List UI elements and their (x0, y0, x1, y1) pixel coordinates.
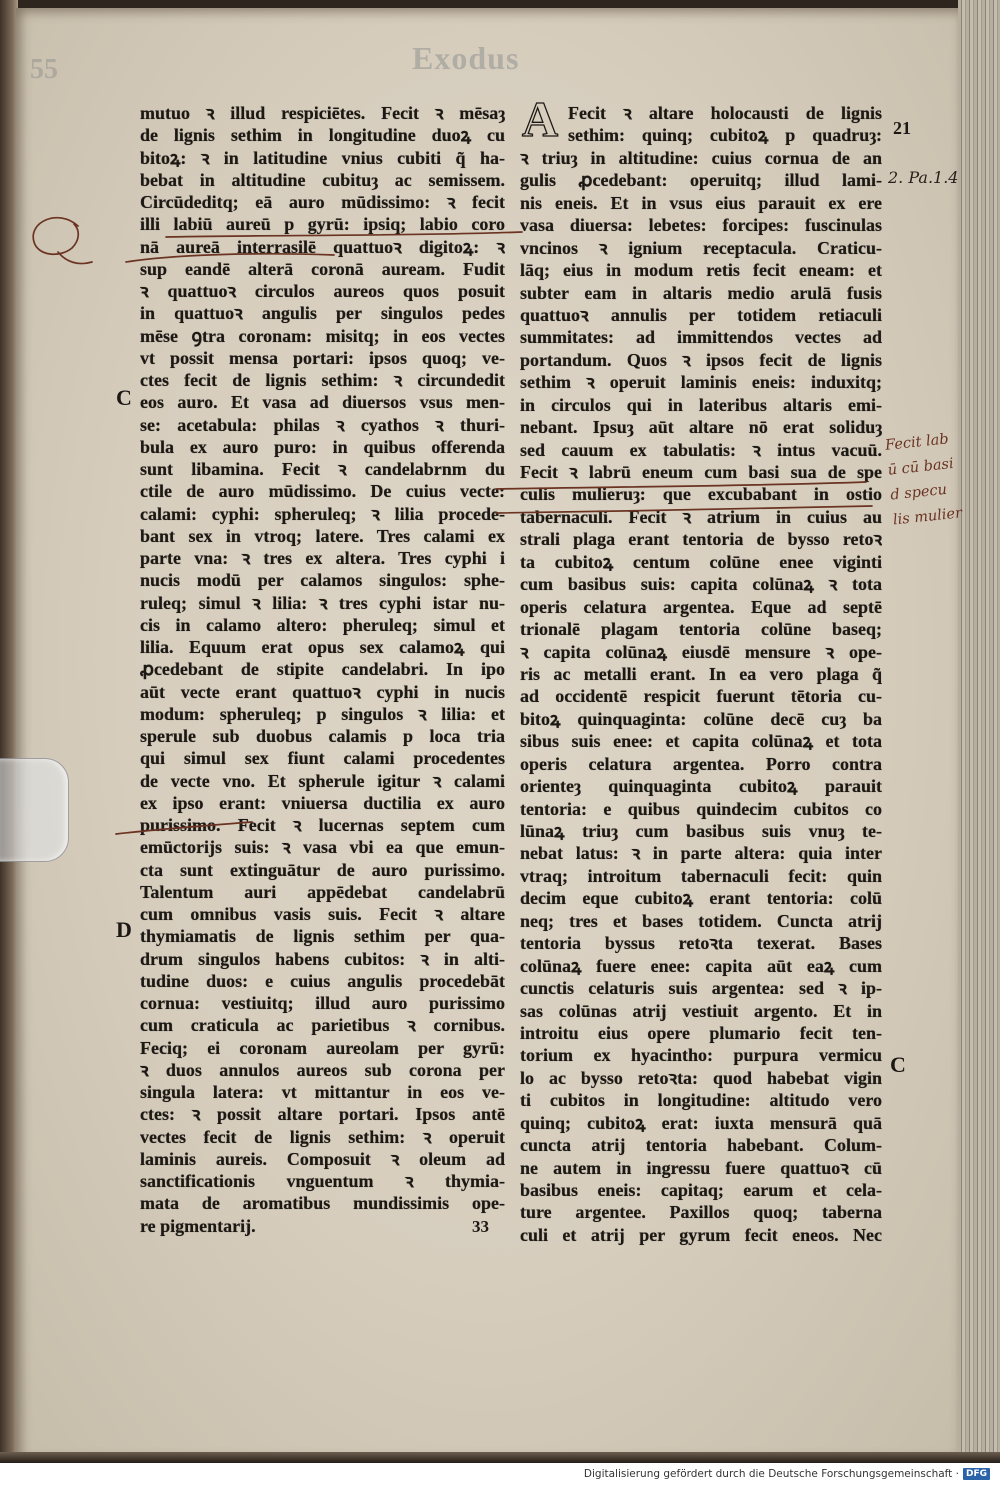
text-line: tudine duos: e cuius angulis procedebāt (140, 970, 505, 991)
dfg-logo: DFG (963, 1468, 990, 1480)
text-line: quinq; cubitoꝝ erat: iuxta mensurā quā (520, 1112, 882, 1133)
text-line: Fecit ꝛ altare holocausti de lignis (568, 103, 882, 123)
text-line: lūnaꝝ triuȝ cum basibus suis vnuȝ te- (520, 821, 882, 841)
text-line: bant sex in vtroq; latere. Tres calami ex (140, 525, 505, 546)
text-line: cta sunt extinguātur de auro purissimo. (140, 859, 505, 880)
text-line: vtraq; introitum tabernaculi fecit: quin (520, 865, 882, 886)
text-line: laminis aureis. Composuit ꝛ oleum ad (140, 1148, 505, 1169)
text-line: emūctorijs suis: ꝛ vasa vbi ea que emun- (140, 837, 505, 858)
text-line: de lignis sethim in longitudine duoꝝ cu (140, 125, 505, 146)
text-line: portandum. Quos ꝛ ipsos fecit de lignis (520, 349, 882, 370)
text-line: ctes: ꝛ possit altare portari. Ipsos antē (140, 1104, 505, 1125)
text-line: Talentum auri appēdebat candelabrū (140, 881, 505, 902)
text-line: mēse ꝯtra coronam: misitq; in eos vectes (140, 325, 505, 346)
text-line: sunt libamina. Fecit ꝛ candelabrnm du (140, 459, 505, 479)
text-line: ris ac metalli erant. In ea vero plaga q̃ (520, 663, 882, 684)
text-line: vectes fecit de lignis sethim: ꝛ operuit (140, 1126, 505, 1147)
text-line: culis mulieruȝ: que excubabant in ostio (520, 484, 882, 505)
note-line: Fecit lab (884, 431, 950, 454)
text-line: de vecte vno. Et spherule igitur ꝛ calami (140, 770, 505, 791)
text-line: thymiamatis de lignis sethim per qua- (140, 926, 505, 947)
text-line: mutuo ꝛ illud respiciētes. Fecit ꝛ mēsaȝ (140, 103, 505, 123)
text-line: ex ipso erant: vniuersa ductilia ex auro (140, 792, 505, 813)
text-line: nebat latus: ꝛ in parte altera: quia inter (520, 843, 882, 864)
margin-letter-c: C (116, 385, 132, 410)
margin-letter-c-right: C (890, 1052, 906, 1077)
note-line: ū cū basi (887, 455, 955, 479)
text-line: drum singulos habens cubitos: ꝛ in alti- (140, 948, 505, 969)
text-line: subter eam in altaris medio arulā fusis (520, 282, 882, 303)
text-line: ruleq; simul ꝛ lilia: ꝛ tres cyphi istar nu- (140, 592, 505, 613)
running-head-showthrough: Exodus (412, 40, 520, 76)
text-line: sas colūnas atrij vestiuit argento. Et in (520, 1000, 882, 1021)
text-line: trionalē plagam tentoria colūne baseq; (520, 619, 882, 640)
text-line: cum basibus suis: capita colūnaꝝ ꝛ tota (520, 574, 882, 595)
text-line: sibus suis enee: et capita colūnaꝝ et tota (520, 731, 882, 752)
text-line: nā aureā interrasilē quattuoꝛ digitoꝝ: ꝛ (140, 236, 505, 257)
text-line: illi labiū aureū p gyrū: ipsiq; labio coro (140, 214, 505, 235)
text-line: cum omnibus vasis suis. Fecit ꝛ altare (140, 904, 505, 924)
text-line: sperule sub duobus calamis p loca tria (140, 726, 505, 746)
text-line: cis in calamo altero: pheruleq; simul et (140, 614, 505, 635)
text-line: lilia. Equum erat opus sex calamoꝝ qui (140, 637, 505, 657)
text-line: vt possit mensa portari: ipsos quoq; ve- (140, 347, 505, 368)
text-line: Circūdeditq; eā auro mūdissimo: ꝛ fecit (140, 192, 505, 212)
text-line: ꝓcedebant de stipite candelabri. In ipo (140, 659, 505, 680)
text-line: decim eque cubitoꝝ erant tentoria: colū (520, 888, 882, 909)
folio-number: 33 (472, 1217, 489, 1236)
text-line: se: acetabula: philas ꝛ cyathos ꝛ thuri- (140, 414, 505, 435)
text-line: ꝛ capita colūnaꝝ eiusdē mensure ꝛ ope- (520, 641, 882, 662)
text-line: nebant. Ipsuȝ aūt altare nō erat soliduȝ (520, 417, 882, 438)
text-line: bula ex auro puro: in quibus offerenda (140, 436, 505, 457)
digitization-footer (0, 1463, 1000, 1485)
text-line: ti cubitos in longitudine: altitudo vero (520, 1090, 882, 1111)
text-line: qui simul sex fiunt calami procedentes (140, 748, 505, 769)
text-line: vncinos ꝛ ignium receptacula. Craticu- (520, 237, 882, 258)
note-line: d specu (889, 481, 948, 504)
margin-reference: 2. Pa.1.4 (888, 168, 959, 187)
text-line: ꝛ quattuoꝛ circulos aureos quos posuit (140, 281, 505, 301)
text-line: cornua: vestiuitq; illud auro purissimo (140, 993, 505, 1013)
text-line: bebat in altitudine cubituȝ ac semissem. (140, 169, 505, 190)
text-line: tentoria byssus retoꝛta texerat. Bases (520, 933, 882, 954)
left-column (140, 102, 505, 1237)
text-line: orienteȝ quinquaginta cubitoꝝ parauit (520, 776, 882, 797)
text-line: ad occidentē respicit fuerunt tētoria cu- (520, 686, 882, 707)
text-line: lo ac bysso retoꝛta: quod habebat vigin (520, 1067, 882, 1088)
text-line: ctile de auro mūdissimo. De cuius vecte: (140, 481, 505, 502)
text-line: bitoꝝ quinquaginta: colūne decē cuȝ ba (520, 708, 882, 729)
text-line: tabernaculi. Fecit ꝛ atrium in cuius au (520, 506, 882, 527)
right-column (520, 91, 882, 1246)
decorated-initial: A (522, 91, 559, 147)
text-line: ture argentee. Paxillos quoq; taberna (520, 1202, 882, 1223)
text-line: tentoria: e quibus quindecim cubitos co (520, 798, 882, 819)
text-line: purissimo. Fecit ꝛ lucernas septem cum (140, 815, 505, 835)
text-line: sethim ꝛ operuit laminis eneis: induxitq; (520, 372, 882, 393)
text-line: lāq; eius in modum retis fecit eneam: et (520, 260, 882, 281)
text-line: in circulos qui in lateribus altaris emi- (520, 394, 882, 415)
text-line: introitu eius opere plumario fecit ten- (520, 1022, 882, 1043)
margin-letter-d: D (116, 917, 132, 942)
text-line: ꝛ triuȝ in altitudine: cuius cornua de an (520, 147, 882, 168)
note-line: lis mulier (892, 505, 963, 529)
text-line: strali plaga erant tentoria de bysso retoꝛ (520, 529, 882, 550)
text-line: Fecit ꝛ labrū eneum cum basi sua de spe (520, 462, 882, 482)
text-line: gulis ꝓcedebant: operuitq; illud lami- (520, 170, 882, 191)
text-line: torium ex hyacintho: purpura vermicu (520, 1045, 882, 1066)
text-line: cuncta atrij tentoria habebant. Colum- (520, 1135, 882, 1156)
text-line: summitates: ad immittendos vectes ad (520, 327, 882, 348)
text-line: cum craticula ac parietibus ꝛ cornibus. (140, 1015, 505, 1036)
text-line: operis celatura argentea. Eque ad septē (520, 596, 882, 617)
text-line: quattuoꝛ annulis per totidem retiaculi (520, 304, 882, 325)
text-line: bitoꝝ: ꝛ in latitudine vnius cubiti q̃ ha- (140, 147, 505, 168)
text-line: ne autem in ingressu fuere quattuoꝛ cū (520, 1157, 882, 1178)
text-line: vasa diuersa: lebetes: forcipes: fuscinulas (520, 215, 882, 236)
text-line: operis celatura argentea. Porro contra (520, 753, 882, 774)
text-line: in quattuoꝛ angulis per singulos pedes (140, 303, 505, 324)
text-line: aūt vecte erant quattuoꝛ cyphi in nucis (140, 681, 505, 702)
text-line: cunctis celaturis suis argentea: sed ꝛ ip- (520, 978, 882, 999)
text-line: eos auro. Et vasa ad diuersos vsus men- (140, 392, 505, 413)
page-stack-edge (958, 0, 1000, 1462)
text-line: culi et atrij per gyrum fecit eneos. Nec (520, 1224, 882, 1245)
text-line: colūnaꝝ fuere enee: capita aūt eaꝝ cum (520, 955, 882, 976)
text-line: ꝛ duos annulos aureos sub corona per (140, 1059, 505, 1080)
page-clip (0, 758, 69, 862)
text-line: ctes fecit de lignis sethim: ꝛ circundedit (140, 370, 505, 390)
text-line: nucis modū per calamos singulos: sphe- (140, 570, 505, 591)
text-line: Feciq; ei coronam aureolam per gyrū: (140, 1037, 505, 1058)
text-line: mata de aromatibus mundissimis ope- (140, 1193, 505, 1214)
text-line: sethim: quinq; cubitoꝝ p quadruȝ: (568, 125, 882, 146)
text-line: basibus eneis: capitaq; earum et cela- (520, 1180, 882, 1200)
text-line: sup eandē alterā coronā auream. Fudit (140, 258, 505, 279)
text-line: sanctificationis vnguentum ꝛ thymia- (140, 1171, 505, 1191)
text-line: modum: spheruleq; p singulos ꝛ lilia: et (140, 703, 505, 724)
folio-showthrough: 55 (30, 54, 58, 85)
text-line: ta cubitoꝝ centum colūne enee viginti (520, 551, 882, 572)
text-line: re pigmentarij. (140, 1215, 256, 1236)
book-bottom-edge (0, 1452, 1000, 1463)
text-line: nis eneis. Et in vsus eius parauit ex ere (520, 192, 882, 213)
text-line: calami: cyphi: spheruleq; ꝛ lilia procede- (140, 503, 505, 524)
footer-text: Digitalisierung gefördert durch die Deutsche Forschungsgemeinschaft · (583, 1468, 959, 1480)
text-line: parte vna: ꝛ tres ex altera. Tres cyphi i (140, 548, 505, 568)
text-line: singula latera: vt mittantur in eos ve- (140, 1082, 505, 1102)
handwritten-margin-note (884, 425, 984, 534)
chapter-number: 21 (893, 118, 911, 138)
text-line: neq; tres et bases totidem. Cuncta atrij (520, 910, 882, 931)
text-line: sed cauum ex tabulatis: ꝛ intus vacuū. (520, 439, 882, 460)
